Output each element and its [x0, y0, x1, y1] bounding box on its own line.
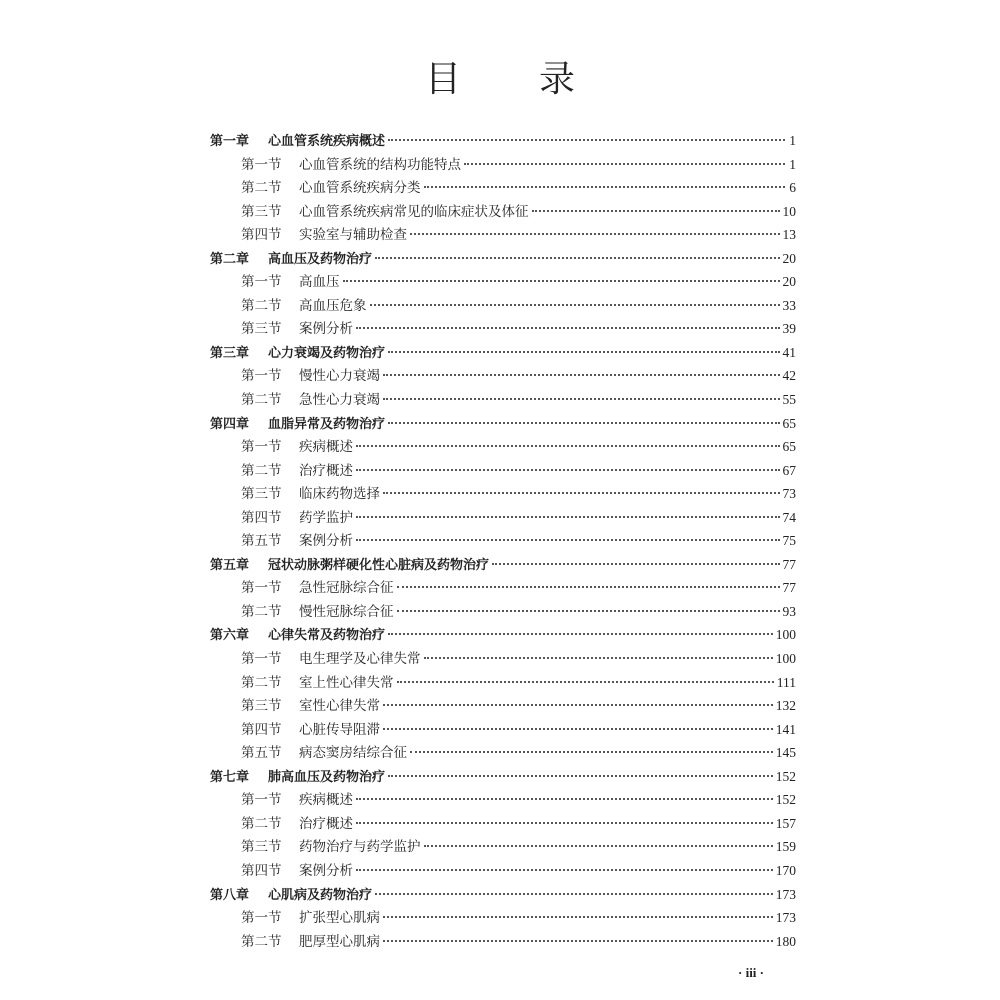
- dot-leader: [375, 257, 779, 259]
- toc-entry-title: 治疗概述: [299, 815, 353, 832]
- toc-entry-number: 第一节: [241, 156, 282, 173]
- dot-leader: [356, 516, 780, 518]
- dot-leader: [383, 704, 773, 706]
- toc-chapter-row[interactable]: [210, 765, 796, 789]
- toc-section-row[interactable]: [210, 153, 796, 177]
- toc-section-row[interactable]: [210, 176, 796, 200]
- toc-section-row[interactable]: [210, 600, 796, 624]
- dot-leader: [424, 845, 773, 847]
- toc-section-row[interactable]: [210, 459, 796, 483]
- toc-section-row[interactable]: [210, 270, 796, 294]
- toc-entry-title: 心力衰竭及药物治疗: [268, 345, 386, 361]
- toc-entry-title: 肺高血压及药物治疗: [268, 769, 386, 785]
- dot-leader: [383, 916, 773, 918]
- toc-page-number: 39: [782, 321, 796, 337]
- toc-section-row[interactable]: [210, 718, 796, 742]
- toc-entry-number: 第一章: [210, 134, 250, 149]
- toc-page-number: 77: [782, 580, 796, 596]
- toc-entry-title: 疾病概述: [299, 439, 353, 456]
- toc-page-number: 159: [775, 839, 796, 855]
- toc-section-row[interactable]: [210, 364, 796, 388]
- toc-entry-title: 实验室与辅助检查: [299, 227, 407, 244]
- toc-entry-title: 电生理学及心律失常: [299, 651, 421, 668]
- toc-section-row[interactable]: [210, 529, 796, 553]
- toc-page-number: 1: [789, 133, 796, 148]
- toc-page-number: 1: [789, 156, 796, 172]
- toc-page-number: 173: [775, 886, 796, 902]
- dot-leader: [383, 492, 780, 494]
- dot-leader: [410, 233, 780, 235]
- toc-entry-title: 心律失常及药物治疗: [268, 628, 386, 644]
- dot-leader: [370, 304, 780, 306]
- toc-page-number: 41: [782, 344, 796, 360]
- toc-page-number: 170: [775, 862, 796, 878]
- dot-leader: [397, 586, 780, 588]
- toc-entry-number: 第六章: [210, 628, 250, 644]
- toc-entry-number: 第三节: [241, 839, 282, 856]
- toc-chapter-row[interactable]: [210, 883, 796, 907]
- toc-entry-number: 第三章: [210, 345, 250, 361]
- toc-page-number: 33: [782, 297, 796, 313]
- toc-entry-number: 第二节: [241, 674, 282, 691]
- toc-entry-number: 第五节: [241, 745, 282, 762]
- toc-entry-number: 第一节: [241, 651, 282, 668]
- toc-entry-number: 第二节: [241, 180, 282, 197]
- toc-section-row[interactable]: [210, 317, 796, 341]
- toc-page-number: 74: [782, 509, 796, 525]
- toc-section-row[interactable]: [210, 647, 796, 671]
- toc-entry-title: 心血管系统的结构功能特点: [299, 156, 461, 173]
- toc-section-row[interactable]: [210, 482, 796, 506]
- toc-entry-title: 药物治疗与药学监护: [299, 839, 421, 856]
- toc-entry-number: 第四节: [241, 862, 282, 879]
- toc-entry-title: 高血压: [299, 274, 340, 291]
- toc-page-number: 20: [782, 250, 796, 266]
- toc-page-number: 132: [775, 698, 796, 714]
- toc-entry-title: 急性心力衰竭: [299, 392, 380, 409]
- dot-leader: [388, 422, 779, 424]
- toc-entry-title: 心血管系统疾病常见的临床症状及体征: [299, 203, 529, 220]
- toc-entry-title: 案例分析: [299, 321, 353, 338]
- toc-page-number: 173: [775, 910, 796, 926]
- toc-section-row[interactable]: [210, 788, 796, 812]
- toc-page-number: 100: [775, 651, 796, 667]
- toc-section-row[interactable]: [210, 694, 796, 718]
- toc-entry-number: 第一节: [241, 580, 282, 597]
- toc-entry-number: 第五章: [210, 557, 250, 573]
- toc-entry-title: 高血压危象: [299, 297, 367, 314]
- toc-section-row[interactable]: [210, 812, 796, 836]
- toc-section-row[interactable]: [210, 930, 796, 954]
- toc-entry-title: 慢性冠脉综合征: [299, 603, 394, 620]
- toc-entry-title: 扩张型心肌病: [299, 910, 380, 927]
- toc-entry-title: 心脏传导阻滞: [299, 721, 380, 738]
- toc-entry-title: 肥厚型心肌病: [299, 933, 380, 950]
- toc-page-number: 141: [775, 721, 796, 737]
- dot-leader: [388, 633, 773, 635]
- dot-leader: [383, 374, 780, 376]
- toc-chapter-row[interactable]: [210, 247, 796, 271]
- dot-leader: [356, 539, 780, 541]
- toc-entry-title: 心血管系统疾病分类: [299, 180, 421, 197]
- toc-section-row[interactable]: [210, 388, 796, 412]
- toc-entry-title: 室性心律失常: [299, 698, 380, 715]
- toc-page-number: 111: [776, 674, 796, 690]
- dot-leader: [356, 469, 780, 471]
- toc-page-number: 93: [782, 603, 796, 619]
- toc-entry-number: 第七章: [210, 769, 250, 785]
- toc-entry-number: 第一节: [241, 368, 282, 385]
- toc-entry-title: 案例分析: [299, 533, 353, 550]
- toc-page-number: 152: [775, 768, 796, 784]
- dot-leader: [424, 657, 773, 659]
- toc-entry-title: 室上性心律失常: [299, 674, 394, 691]
- toc-page-number: 100: [775, 627, 796, 643]
- toc-entry-title: 治疗概述: [299, 462, 353, 479]
- dot-leader: [356, 869, 773, 871]
- toc-page-number: 152: [775, 792, 796, 808]
- dot-leader: [383, 728, 773, 730]
- toc-entry-title: 临床药物选择: [299, 486, 380, 503]
- table-of-contents: [210, 129, 796, 953]
- toc-chapter-row[interactable]: [210, 129, 796, 153]
- toc-page-number: 157: [775, 815, 796, 831]
- toc-page-number: 13: [782, 227, 796, 243]
- dot-leader: [532, 210, 780, 212]
- toc-chapter-row[interactable]: [210, 412, 796, 436]
- toc-entry-title: 药学监护: [299, 509, 353, 526]
- toc-entry-number: 第三节: [241, 698, 282, 715]
- dot-leader: [424, 186, 786, 188]
- toc-section-row[interactable]: [210, 506, 796, 530]
- dot-leader: [383, 398, 780, 400]
- toc-page-number: 20: [782, 274, 796, 290]
- toc-section-row[interactable]: [210, 223, 796, 247]
- toc-entry-number: 第三节: [241, 203, 282, 220]
- toc-entry-number: 第三节: [241, 486, 282, 503]
- toc-entry-number: 第二章: [210, 251, 250, 267]
- dot-leader: [410, 751, 773, 753]
- toc-entry-title: 心肌病及药物治疗: [268, 887, 373, 903]
- dot-leader: [388, 775, 773, 777]
- toc-section-row[interactable]: [210, 741, 796, 765]
- toc-page-number: 65: [782, 415, 796, 431]
- toc-page-number: 73: [782, 486, 796, 502]
- toc-page-number: 77: [782, 556, 796, 572]
- toc-chapter-row[interactable]: [210, 623, 796, 647]
- dot-leader: [492, 563, 779, 565]
- dot-leader: [356, 798, 773, 800]
- toc-page-number: 55: [782, 392, 796, 408]
- dot-leader: [356, 822, 773, 824]
- toc-entry-number: 第四节: [241, 509, 282, 526]
- toc-entry-number: 第二节: [241, 815, 282, 832]
- toc-entry-title: 急性冠脉综合征: [299, 580, 394, 597]
- toc-entry-title: 高血压及药物治疗: [268, 251, 373, 267]
- toc-entry-title: 血脂异常及药物治疗: [268, 416, 386, 432]
- toc-page-number: 180: [775, 933, 796, 949]
- toc-entry-number: 第一节: [241, 274, 282, 291]
- page-title: 目录: [424, 59, 653, 100]
- dot-leader: [388, 351, 779, 353]
- toc-entry-title: 冠状动脉粥样硬化性心脏病及药物治疗: [268, 557, 490, 573]
- toc-chapter-row[interactable]: [210, 553, 796, 577]
- dot-leader: [397, 681, 774, 683]
- toc-section-row[interactable]: [210, 671, 796, 695]
- toc-section-row[interactable]: [210, 906, 796, 930]
- dot-leader: [397, 610, 780, 612]
- toc-entry-number: 第四节: [241, 227, 282, 244]
- toc-section-row[interactable]: [210, 576, 796, 600]
- toc-entry-number: 第一节: [241, 910, 282, 927]
- toc-page-number: 145: [775, 745, 796, 761]
- dot-leader: [375, 893, 773, 895]
- toc-section-row[interactable]: [210, 859, 796, 883]
- toc-section-row[interactable]: [210, 435, 796, 459]
- toc-chapter-row[interactable]: [210, 341, 796, 365]
- toc-page-number: 67: [782, 462, 796, 478]
- toc-entry-title: 疾病概述: [299, 792, 353, 809]
- toc-entry-number: 第一节: [241, 439, 282, 456]
- toc-section-row[interactable]: [210, 835, 796, 859]
- toc-entry-number: 第二节: [241, 603, 282, 620]
- toc-entry-title: 慢性心力衰竭: [299, 368, 380, 385]
- toc-page-number: 6: [789, 180, 796, 196]
- dot-leader: [464, 163, 785, 165]
- toc-entry-title: 案例分析: [299, 862, 353, 879]
- toc-entry-number: 第二节: [241, 462, 282, 479]
- toc-section-row[interactable]: [210, 200, 796, 224]
- toc-entry-number: 第四节: [241, 721, 282, 738]
- toc-entry-number: 第三节: [241, 321, 282, 338]
- toc-page-number: 10: [782, 203, 796, 219]
- dot-leader: [383, 940, 773, 942]
- toc-entry-number: 第八章: [210, 887, 250, 903]
- toc-entry-number: 第四章: [210, 416, 250, 432]
- toc-section-row[interactable]: [210, 294, 796, 318]
- dot-leader: [388, 139, 785, 141]
- dot-leader: [356, 327, 780, 329]
- toc-entry-number: 第二节: [241, 933, 282, 950]
- toc-entry-number: 第二节: [241, 297, 282, 314]
- dot-leader: [356, 445, 780, 447]
- toc-entry-number: 第一节: [241, 792, 282, 809]
- toc-page-number: 42: [782, 368, 796, 384]
- dot-leader: [343, 280, 780, 282]
- toc-page-number: 75: [782, 533, 796, 549]
- toc-entry-title: 病态窦房结综合征: [299, 745, 407, 762]
- toc-page-number: 65: [782, 439, 796, 455]
- toc-entry-number: 第五节: [241, 533, 282, 550]
- toc-entry-number: 第二节: [241, 392, 282, 409]
- footer-page-number: · iii ·: [738, 965, 765, 980]
- toc-entry-title: 心血管系统疾病概述: [268, 134, 386, 149]
